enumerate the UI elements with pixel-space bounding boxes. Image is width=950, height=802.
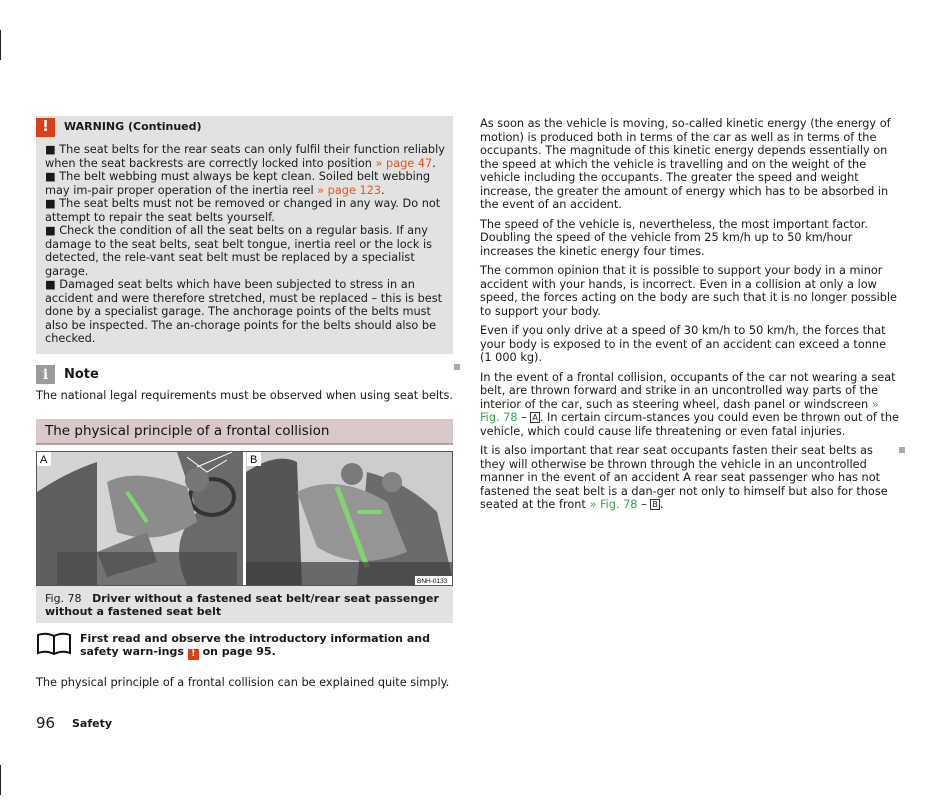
warning-item: ■ The belt webbing must always be kept clean. Soiled belt webbing may im-pair proper operation of the inertia reel » page 123.: [45, 170, 431, 197]
paragraph: It is also important that rear seat occupants fasten their seat belts as they will otherwise be thrown through the vehicle in an uncontrolled manner in the event of an accident A rear seat passenger who has not fastened the seat belt is a dan-ger not only to himself but also for those seated at the front » Fig. 78 – B .: [480, 444, 888, 511]
figure-link[interactable]: » Fig. 78: [480, 397, 879, 424]
figure-ref-a: A: [532, 413, 538, 422]
paragraph: The common opinion that it is possible to support your body in a minor accident with your hands, is incorrect. Even in a collision at only a low speed, the forces acting on the body are such that it is no longer possible to support your body.: [480, 264, 897, 318]
paragraph: Even if you only drive at a speed of 30 km/h to 50 km/h, the forces that your body is exposed to in the event of an accident can exceed a tonne (1 000 kg).: [480, 324, 887, 364]
paragraph: As soon as the vehicle is moving, so-called kinetic energy (the energy of motion) is produced both in terms of the car as well as in terms of the occupants. The magnitude of this kinetic energy depends essentially on the speed at which the vehicle is travelling and on the weight of the vehicle including the occupants. The greater the speed and weight increase, the greater the amount of energy which has to be absorbed in the event of an accident.: [480, 117, 891, 211]
warning-items: [45, 143, 445, 346]
figure-illustration: [36, 451, 453, 586]
read-first-text: First read and observe the introductory information and safety warn-ings ! on page 95.: [80, 631, 430, 659]
right-column: [480, 117, 900, 518]
figure-title: Driver without a fastened seat belt/rear seat passenger without a fastened seat belt: [45, 591, 439, 618]
note-header: [36, 364, 453, 386]
page-section-label: Safety: [72, 717, 113, 730]
paragraph: In the event of a frontal collision, occupants of the car not wearing a seat belt, are thrown forward and strike in an uncontrolled way parts of the interior of the car, such as steering wheel, dash panel or windscreen » Fig. 78 – A . In certain circum-stances you could even be thrown out of the vehicle, which could cause life threatening or even fatal injuries.: [480, 370, 899, 438]
crop-mark-bottom: [0, 765, 1, 795]
figure-caption: [36, 586, 453, 623]
paragraph: The speed of the vehicle is, nevertheless, the most important factor. Doubling the speed of the vehicle from 25 km/h up to 50 km/hour increases the kinetic energy four times.: [480, 217, 868, 258]
figure-label-a: A: [40, 453, 48, 466]
page-number: 96: [36, 714, 56, 732]
figure-number: Fig. 78: [45, 591, 82, 605]
figure-code: BNH-0133: [417, 577, 448, 585]
warning-item: ■ Damaged seat belts which have been subjected to stress in an accident and were therefore stretched, must be replaced – this is best done by a specialist garage. The anchorage points of the belts must also be inspected. The an-chorage points for the belts should also be checked.: [45, 278, 443, 345]
figure-ref-b: B: [652, 500, 658, 509]
warning-header: [36, 116, 445, 138]
warning-item: ■ Check the condition of all the seat belts on a regular basis. If any damage to the seat belts, seat belt tongue, inertia reel or the lock is detected, the rele-vant seat belt must be replaced by a specialist garage.: [45, 224, 433, 278]
figure-link[interactable]: » Fig. 78: [589, 498, 638, 511]
seatbelt-illustration: [37, 452, 453, 585]
end-marker: [899, 447, 905, 453]
read-first-notice: [36, 632, 453, 661]
end-marker: [454, 364, 460, 370]
figure-label-b: B: [250, 453, 258, 466]
page-link[interactable]: » page 123: [317, 183, 382, 197]
page-link[interactable]: » page 47: [375, 156, 433, 170]
info-icon: i: [36, 365, 55, 384]
warning-box: [36, 116, 453, 354]
book-icon: [36, 632, 72, 656]
note-title: Note: [64, 367, 99, 382]
intro-paragraph: The physical principle of a frontal collision can be explained quite simply.: [36, 676, 450, 689]
warning-icon: !: [188, 649, 199, 660]
warning-icon: !: [36, 118, 55, 137]
section-heading: The physical principle of a frontal collision: [36, 419, 453, 445]
warning-item: ■ The seat belts for the rear seats can only fulfil their function reliably when the seat backrests are correctly locked into position » page 47.: [45, 143, 445, 170]
left-column: [36, 116, 453, 690]
note-text: The national legal requirements must be observed when using seat belts.: [36, 388, 453, 402]
warning-title: WARNING (Continued): [64, 120, 202, 134]
crop-mark-top: [0, 30, 1, 60]
warning-item: ■ The seat belts must not be removed or changed in any way. Do not attempt to repair the seat belts yourself.: [45, 197, 441, 224]
